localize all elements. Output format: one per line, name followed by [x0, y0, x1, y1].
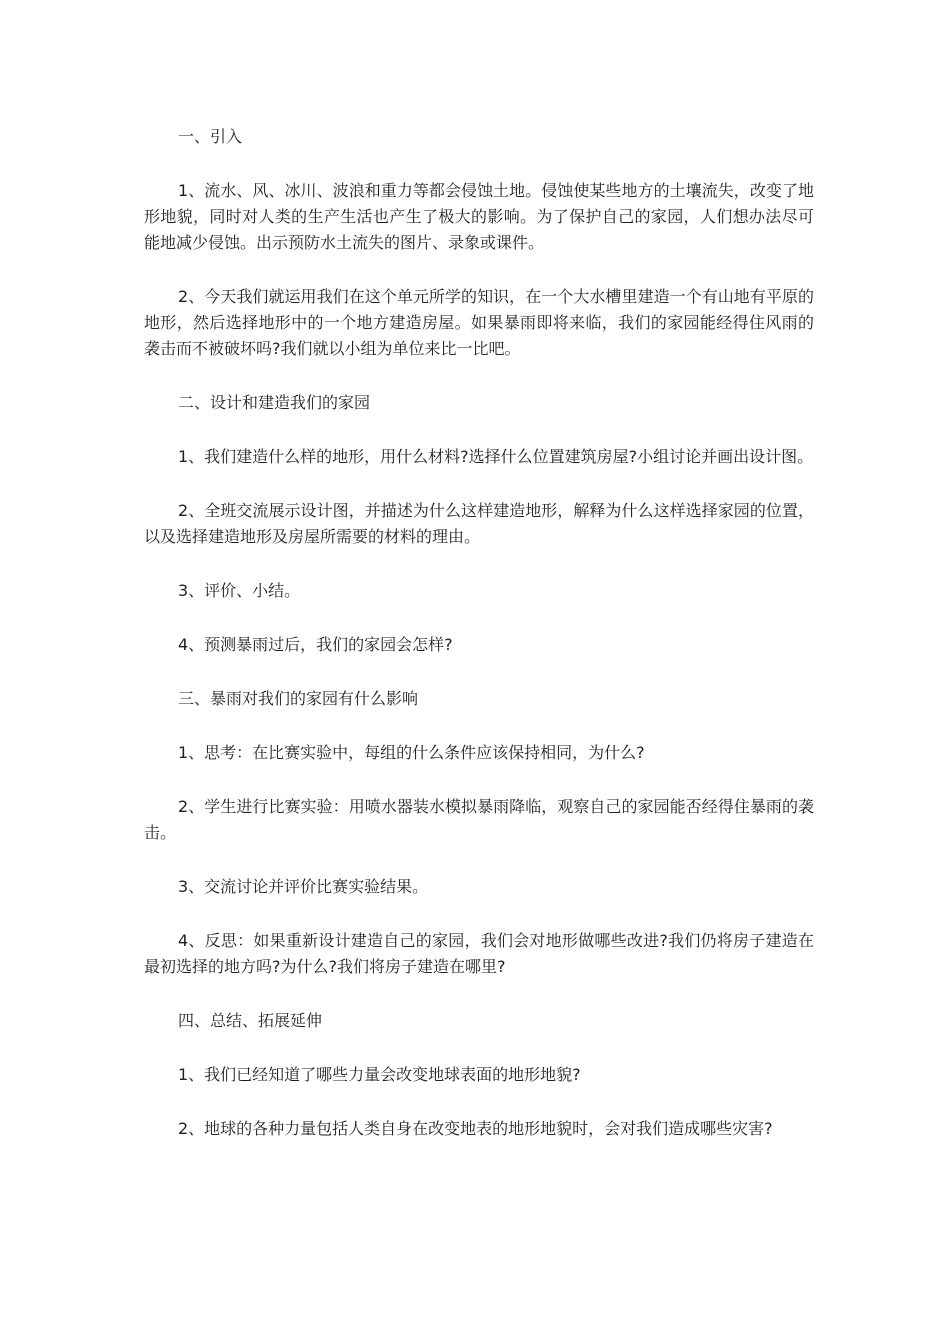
paragraph: 2、地球的各种力量包括人类自身在改变地表的地形地貌时，会对我们造成哪些灾害? [178, 1119, 773, 1138]
paragraph: 1、我们已经知道了哪些力量会改变地球表面的地形地貌? [178, 1065, 581, 1084]
paragraph: 2、学生进行比赛实验：用喷水器装水模拟暴雨降临，观察自己的家园能否经得住暴雨的袭击。 [144, 797, 814, 842]
paragraph: 1、思考：在比赛实验中，每组的什么条件应该保持相同，为什么? [178, 743, 645, 762]
paragraph: 4、反思：如果重新设计建造自己的家园，我们会对地形做哪些改进?我们仍将房子建造在最初选择的地方吗?为什么?我们将房子建造在哪里? [144, 931, 814, 976]
section-heading-summary: 四、总结、拓展延伸 [178, 1011, 323, 1030]
paragraph: 1、流水、风、冰川、波浪和重力等都会侵蚀土地。侵蚀使某些地方的土壤流失，改变了地形地貌，同时对人类的生产生活也产生了极大的影响。为了保护自己的家园，人们想办法尽可能地减少侵蚀。出示预防水土流失的图片、录象或课件。 [144, 181, 814, 252]
paragraph: 3、交流讨论并评价比赛实验结果。 [178, 877, 429, 896]
section-heading-rainstorm: 三、暴雨对我们的家园有什么影响 [178, 689, 419, 708]
paragraph: 1、我们建造什么样的地形，用什么材料?选择什么位置建筑房屋?小组讨论并画出设计图。 [178, 447, 814, 466]
section-heading-design: 二、设计和建造我们的家园 [178, 393, 371, 412]
section-heading-intro: 一、引入 [178, 127, 243, 146]
paragraph: 3、评价、小结。 [178, 581, 301, 600]
paragraph: 2、全班交流展示设计图，并描述为什么这样建造地形，解释为什么这样选择家园的位置，以及选择建造地形及房屋所需要的材料的理由。 [144, 501, 814, 546]
paragraph: 4、预测暴雨过后，我们的家园会怎样? [178, 635, 453, 654]
document-page [144, 124, 814, 1170]
paragraph: 2、今天我们就运用我们在这个单元所学的知识，在一个大水槽里建造一个有山地有平原的地形，然后选择地形中的一个地方建造房屋。如果暴雨即将来临，我们的家园能经得住风雨的袭击而不被破坏吗?我们就以小组为单位来比一比吧。 [144, 287, 814, 358]
